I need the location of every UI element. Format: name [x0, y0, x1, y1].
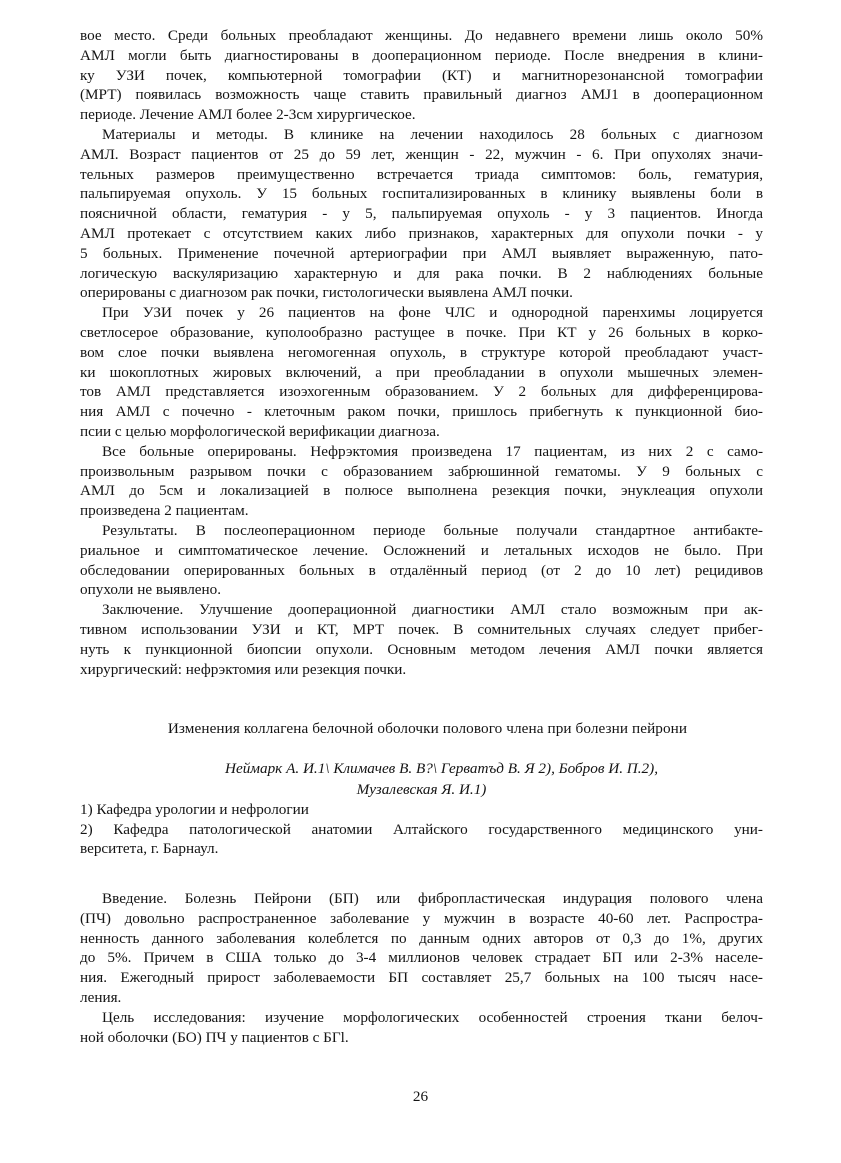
- text-line: 5 больных. Применение почечной артериографии при АМЛ выявляет выраженную, пато-: [80, 244, 763, 262]
- paragraph-introduction: [80, 889, 763, 1008]
- text-line: вое место. Среди больных преобладают женщины. До недавнего времени лишь около 50%: [80, 27, 763, 44]
- paragraph-aim: [80, 1008, 763, 1048]
- text-line: обследовании оперированных больных в отдалённый период (от 2 до 10 лет) рецидивов: [80, 561, 763, 579]
- text-line: произведена 2 пациентам.: [80, 502, 249, 520]
- text-line: АМЛ могли быть диагностированы в дооперационном периоде. После внедрения в клини-: [80, 46, 763, 64]
- affiliation-line: 1) Кафедра урологии и нефрологии: [80, 800, 309, 818]
- authors-line: Музалевская Я. И.1): [356, 780, 487, 798]
- paragraph-conclusion: [80, 600, 763, 679]
- text-line: ния. Ежегодный прирост заболеваемости БП составляет 25,7 больных на 100 тысяч насе-: [80, 969, 763, 987]
- text-line: ненность данного заболевания колеблется по данным одних авторов от 0,3 до 1%, других: [80, 929, 763, 947]
- document-page: [80, 26, 763, 1047]
- text-line: ки шокоплотных жировых включений, а при преобладании в опухоли мышечных элемен-: [80, 363, 763, 381]
- paragraph-surgery: [80, 442, 763, 521]
- text-line: АМЛ. Возраст пациентов от 25 до 59 лет, женщин - 22, мужчин - 6. При опухолях значи-: [80, 145, 763, 163]
- text-line: Введение. Болезнь Пейрони (БП) или фибропластическая индурация полового члена: [102, 890, 763, 908]
- text-line: периоде. Лечение АМЛ более 2-3см хирургическое.: [80, 106, 416, 124]
- text-line: ния АМЛ с почечно - клеточным раком почки, пришлось прибегнуть к пункционной био-: [80, 403, 763, 421]
- text-line: произвольным разрывом почки с образованием забрюшинной гематомы. У 9 больных с: [80, 462, 763, 480]
- affiliation-line: 2) Кафедра патологической анатомии Алтайского государственного медицинского уни-: [80, 820, 763, 838]
- text-line: АМЛ протекает с отсутствием каких либо признаков, характерных для опухоли почки - у: [80, 224, 763, 242]
- affiliations-block: [80, 800, 763, 859]
- text-line: опухоли не выявлено.: [80, 581, 222, 599]
- text-line: тов АМЛ представляется изоэхогенным образованием. У 2 больных для дифференцирова-: [80, 383, 763, 401]
- text-line: Материалы и методы. В клинике на лечении находилось 28 больных с диагнозом: [102, 125, 763, 143]
- text-line: При УЗИ почек у 26 пациентов на фоне ЧЛС и однородной паренхимы лоцируется: [102, 304, 763, 322]
- text-line: логическую васкуляризацию характерную и для рака почки. В 2 наблюдениях больные: [80, 264, 763, 282]
- paragraph-results: [80, 521, 763, 600]
- text-line: Результаты. В послеоперационном периоде больные получали стандартное антибакте-: [102, 521, 763, 539]
- article-title: Изменения коллагена белочной оболочки полового члена при болезни пейрони: [167, 719, 688, 737]
- text-line: хирургический: нефрэктомия или резекция почки.: [80, 660, 407, 678]
- text-line: АМЛ до 5см и локализацией в полюсе выполнена резекция почки, энуклеация опухоли: [80, 482, 763, 500]
- text-line: оперированы с диагнозом рак почки, гистологически выявлена АМЛ почки.: [80, 284, 573, 302]
- authors-text: Неймарк А. И.1\ Климачев В. В?\ Герватъд В. Я 2), Бобров И. П.2),: [224, 759, 659, 777]
- text-line: ку УЗИ почек, компьютерной томографии (КТ) и магнитнорезонансной томографии: [80, 66, 763, 84]
- text-line: ной оболочки (БО) ПЧ у пациентов с БГl.: [80, 1028, 349, 1046]
- text-line: (МРТ) появилась возможность чаще ставить правильный диагноз АМЈ1 в дооперационном: [80, 86, 763, 104]
- text-line: псии с целью морфологической верификации диагноза.: [80, 422, 440, 440]
- text-line: (ПЧ) довольно распространенное заболевание у мужчин в возрасте 40-60 лет. Распростра-: [80, 909, 763, 927]
- text-line: Заключение. Улучшение дооперационной диагностики АМЛ стало возможным при ак-: [102, 601, 763, 619]
- text-line: ления.: [80, 989, 122, 1007]
- text-line: тельных размеров преимущественно встречается триада симптомов: боль, гематурия,: [80, 165, 763, 183]
- paragraph-materials-methods: [80, 125, 763, 303]
- text-line: светлосерое образование, куполообразно растущее в почке. При КТ у 26 больных в корко-: [80, 323, 763, 341]
- paragraph-ultrasound: [80, 303, 763, 442]
- text-line: поясничной области, гематурия - у 5, пальпируемая опухоль - у 3 пациентов. Иногда: [80, 205, 763, 223]
- authors-line: [80, 758, 763, 779]
- text-line: Все больные оперированы. Нефрэктомия произведена 17 пациентам, из них 2 с само-: [102, 442, 763, 460]
- text-line: тивном использовании УЗИ и КТ, МРТ почек. В сомнительных случаях следует прибег-: [80, 620, 763, 638]
- affiliation-line: верситета, г. Барнаул.: [80, 840, 219, 858]
- text-line: нуть к пункционной биопсии опухоли. Основным методом лечения АМЛ почки является: [80, 640, 763, 658]
- paragraph-aml-intro: [80, 26, 763, 125]
- text-line: пальпируемая опухоль. У 15 больных госпитализированных в клинику выявлены боли в: [80, 185, 763, 203]
- page-number: 26: [412, 1088, 429, 1105]
- text-line: Цель исследования: изучение морфологических особенностей строения ткани белоч-: [102, 1008, 763, 1026]
- text-line: риальное и симптоматическое лечение. Осложнений и летальных исходов не было. При: [80, 541, 763, 559]
- text-line: до 5%. Причем в США только до 3-4 миллионов человек страдает БП или 2-3% населе-: [80, 949, 763, 967]
- authors-block: [80, 758, 763, 800]
- text-line: вом слое почки выявлена негомогенная опухоль, в структуре которой преобладают участ-: [80, 343, 763, 361]
